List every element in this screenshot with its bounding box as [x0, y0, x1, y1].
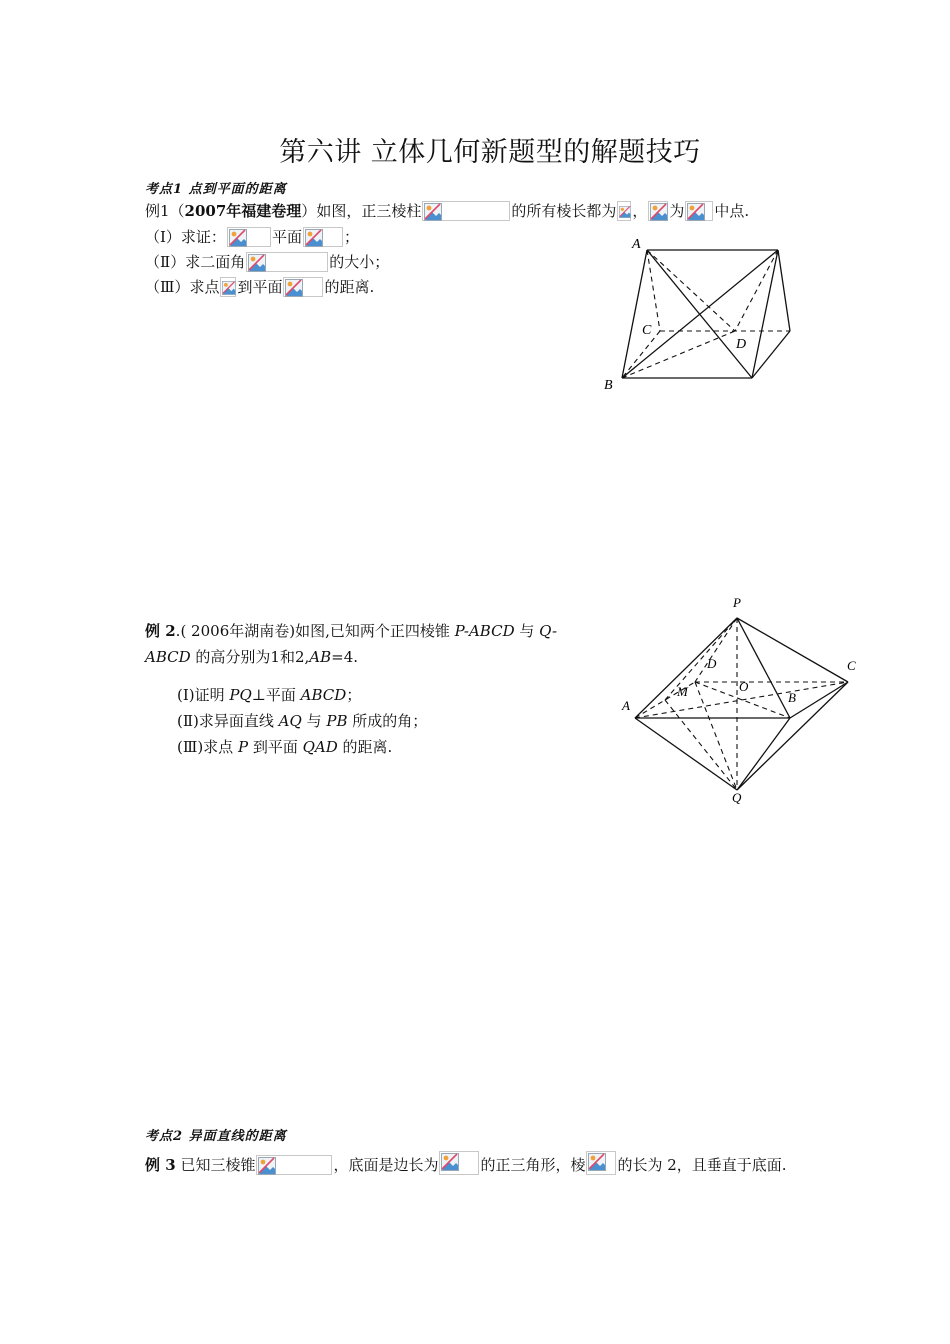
ex1-question-1: （Ⅰ）求证： 平面 ； — [145, 228, 359, 246]
formula-image-icon — [685, 201, 713, 221]
vertex-label-A: A — [632, 237, 641, 252]
vertex-label-D: D — [736, 337, 747, 352]
vertex-label-B: B — [604, 378, 613, 393]
vertex-label-M: M — [677, 684, 688, 699]
formula-image-icon — [283, 277, 323, 297]
vertex-label-C: C — [847, 658, 856, 673]
ex2-label: 例 2 — [145, 622, 176, 640]
ex2-statement-line1: 例 2.( 2006年湖南卷)如图,已知两个正四棱锥 P-ABCD 与 Q- — [145, 622, 558, 640]
vertex-label-Q: Q — [732, 790, 742, 805]
ex3-label: 例 3 — [145, 1156, 176, 1174]
ex1-source: 2007年福建卷理 — [184, 202, 302, 220]
vertex-label-P: P — [733, 595, 741, 610]
ex1-label: 例1（ — [145, 202, 185, 220]
formula-image-icon — [227, 227, 271, 247]
formula-image-icon — [303, 227, 343, 247]
ex1-question-2: （Ⅱ）求二面角 的大小； — [145, 253, 390, 271]
double-pyramid-figure — [615, 590, 865, 805]
ex2-statement-line2: ABCD 的高分别为1和2,AB=4. — [145, 648, 359, 666]
formula-image-icon — [246, 252, 328, 272]
formula-image-icon — [586, 1151, 616, 1175]
vertex-label-A: A — [622, 698, 630, 713]
vertex-label-O: O — [739, 679, 749, 694]
formula-image-icon — [439, 1151, 479, 1175]
formula-image-icon — [648, 201, 668, 221]
prism-figure — [595, 228, 805, 398]
formula-image-icon — [220, 277, 236, 297]
ex2-question-3: (Ⅲ)求点 P 到平面 QAD 的距离. — [177, 738, 393, 756]
ex1-statement: 例1（2007年福建卷理）如图，正三棱柱 的所有棱长都为 ， 为 中点. — [145, 202, 750, 220]
formula-image-icon — [617, 201, 631, 221]
vertex-label-C: C — [642, 323, 652, 338]
formula-image-icon — [422, 201, 510, 221]
formula-image-icon — [256, 1155, 332, 1175]
ex3-statement: 例 3 已知三棱锥 ，底面是边长为 的正三角形，棱 的长为 2，且垂直于底面. — [145, 1151, 787, 1175]
vertex-label-B: B — [788, 690, 796, 705]
vertex-label-D: D — [707, 656, 717, 671]
ex2-question-1: (Ⅰ)证明 PQ⊥平面 ABCD； — [177, 686, 362, 704]
ex2-question-2: (Ⅱ)求异面直线 AQ 与 PB 所成的角； — [177, 712, 428, 730]
ex1-question-3: （Ⅲ）求点 到平面 的距离. — [145, 278, 375, 296]
section-heading-2: 考点2 异面直线的距离 — [145, 1129, 287, 1144]
section-heading-1: 考点1 点到平面的距离 — [145, 182, 287, 197]
page-title: 第六讲 立体几何新题型的解题技巧 — [279, 137, 701, 168]
